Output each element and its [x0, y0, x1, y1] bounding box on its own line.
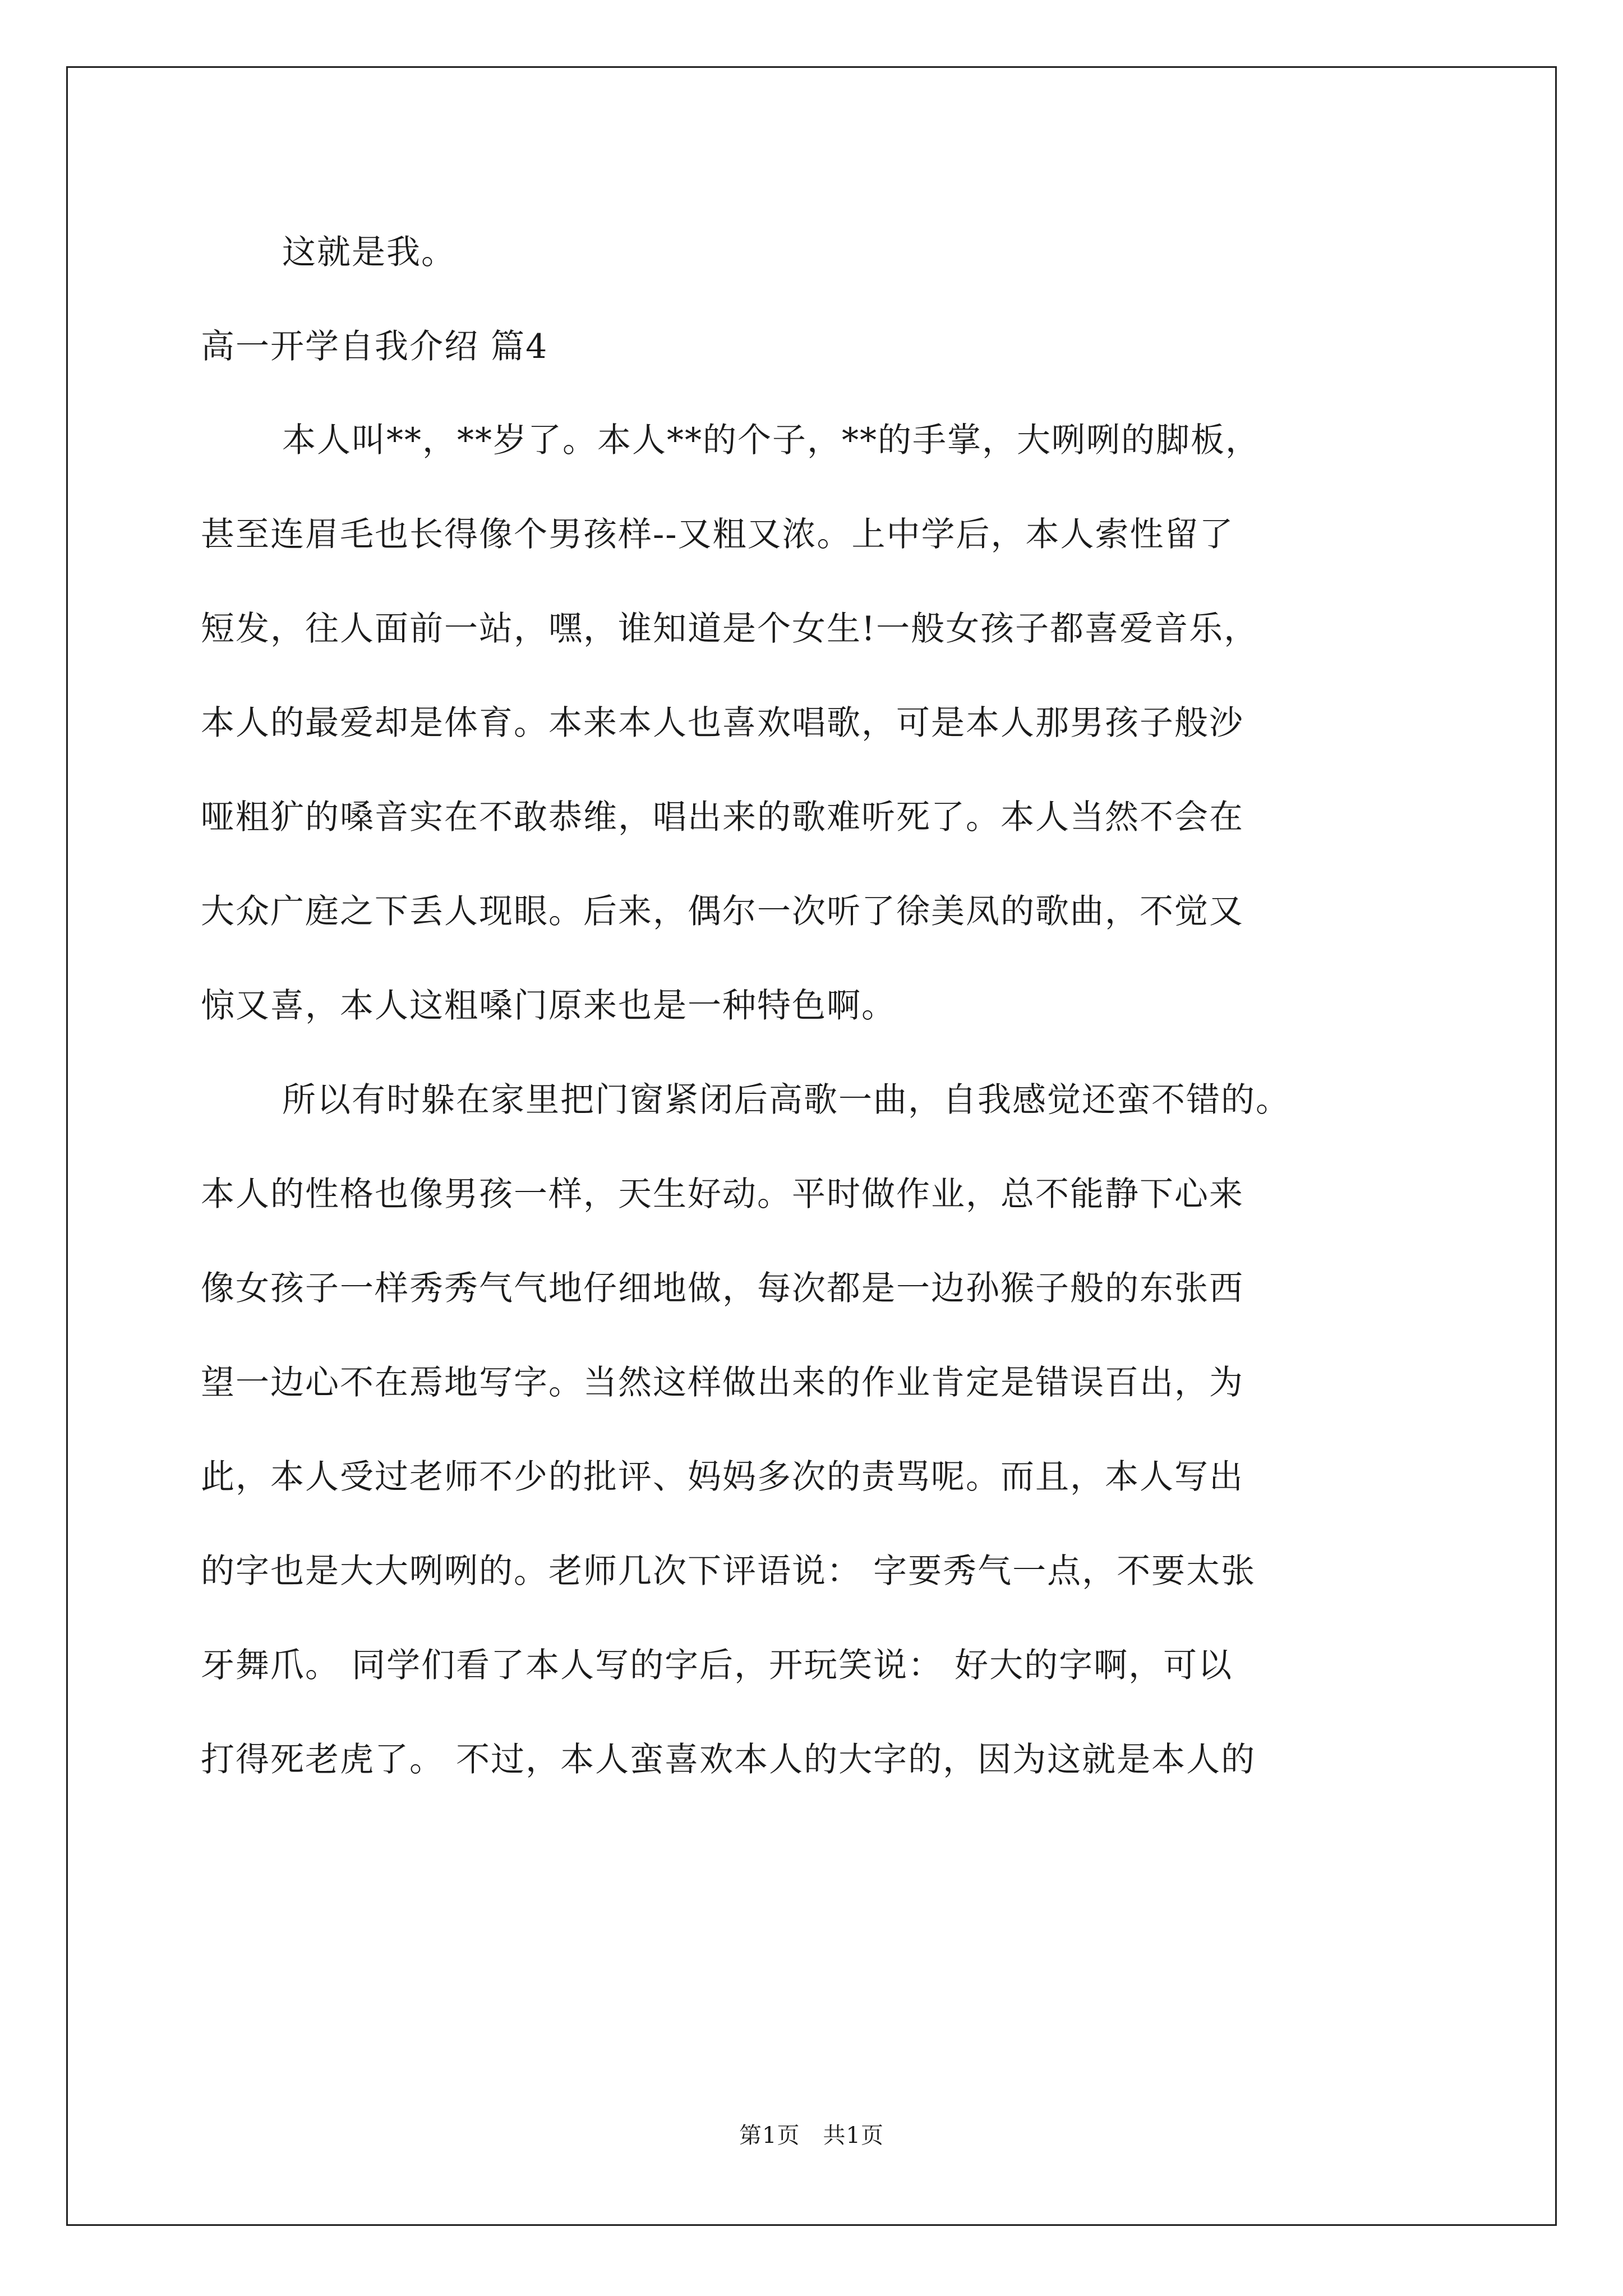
paragraph-2-line-8: 打得死老虎了。 不过，本人蛮喜欢本人的大字的，因为这就是本人的 — [201, 1740, 1256, 1779]
paragraph-1-line-7: 惊又喜，本人这粗嗓门原来也是一种特色啊。 — [201, 986, 896, 1025]
section-heading: 高一开学自我介绍 篇4 — [201, 327, 548, 366]
paragraph-2-line-4: 望一边心不在焉地写字。当然这样做出来的作业肯定是错误百出，为 — [201, 1363, 1244, 1402]
page-border — [66, 66, 1557, 2226]
paragraph-2-line-7: 牙舞爪。 同学们看了本人写的字后，开玩笑说： 好大的字啊，可以 — [201, 1646, 1233, 1685]
paragraph-2-line-5: 此，本人受过老师不少的批评、妈妈多次的责骂呢。而且，本人写出 — [201, 1457, 1244, 1497]
paragraph-1-line-4: 本人的最爱却是体育。本来本人也喜欢唱歌，可是本人那男孩子般沙 — [201, 703, 1244, 743]
paragraph-2-line-6: 的字也是大大咧咧的。老师几次下评语说： 字要秀气一点，不要太张 — [201, 1552, 1256, 1591]
paragraph-2-line-1: 所以有时躲在家里把门窗紧闭后高歌一曲，自我感觉还蛮不错的。 — [282, 1080, 1290, 1120]
closing-line: 这就是我。 — [282, 233, 456, 272]
paragraph-1-line-3: 短发，往人面前一站，嘿，谁知道是个女生!一般女孩子都喜爱音乐， — [201, 609, 1259, 648]
paragraph-1-line-2: 甚至连眉毛也长得像个男孩样--又粗又浓。上中学后，本人索性留了 — [201, 515, 1234, 554]
paragraph-1-line-5: 哑粗犷的嗓音实在不敢恭维，唱出来的歌难听死了。本人当然不会在 — [201, 798, 1244, 837]
paragraph-1-line-1: 本人叫**，**岁了。本人**的个子，**的手掌，大咧咧的脚板， — [282, 421, 1260, 460]
paragraph-2-line-3: 像女孩子一样秀秀气气地仔细地做，每次都是一边孙猴子般的东张西 — [201, 1269, 1244, 1308]
paragraph-1-line-6: 大众广庭之下丢人现眼。后来，偶尔一次听了徐美凤的歌曲，不觉又 — [201, 892, 1244, 931]
paragraph-2-line-2: 本人的性格也像男孩一样，天生好动。平时做作业，总不能静下心来 — [201, 1175, 1244, 1214]
page-footer: 第1页 共1页 — [739, 2123, 884, 2148]
